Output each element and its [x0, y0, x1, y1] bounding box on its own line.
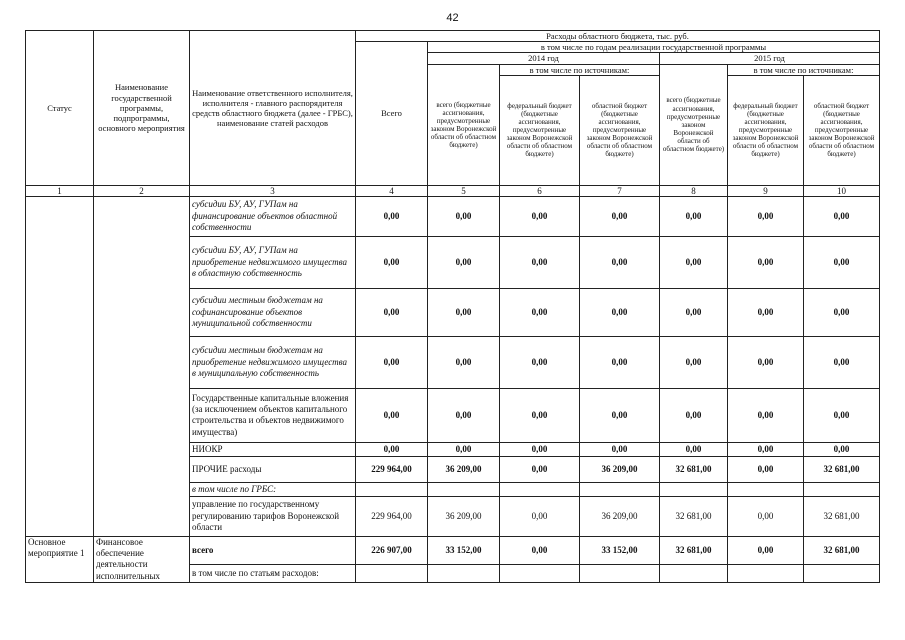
cell-total: 0,00: [356, 236, 428, 288]
row-label: НИОКР: [190, 442, 356, 456]
cell-2014-federal: 0,00: [500, 236, 580, 288]
cell-2014-regional: 0,00: [580, 196, 660, 236]
col-num: 4: [356, 185, 428, 196]
header-program-name: Наименование государственной программы, подпрограммы, основного мероприятия: [94, 31, 190, 186]
header-executor-name: Наименование ответственного исполнителя, исполнителя - главного распорядителя средств областного бюджета (далее - ГРБС), наименование статей расходов: [190, 31, 356, 186]
cell-2014-regional: 36 209,00: [580, 456, 660, 482]
row-label: субсидии БУ, АУ, ГУПам на приобретение недвижимого имущества в областную собственность: [190, 236, 356, 288]
cell-2015-regional: 0,00: [804, 336, 880, 388]
cell-2014-federal: 0,00: [500, 336, 580, 388]
row-label: в том числе по статьям расходов:: [190, 565, 356, 583]
cell-total: 0,00: [356, 288, 428, 336]
row-label: субсидии местным бюджетам на приобретение недвижимого имущества в муниципальную собственность: [190, 336, 356, 388]
col-num: 5: [428, 185, 500, 196]
cell-2015-regional: 32 681,00: [804, 456, 880, 482]
cell-2014-all: 0,00: [428, 388, 500, 442]
cell-2015-federal: 0,00: [728, 388, 804, 442]
cell-2014-all: 0,00: [428, 288, 500, 336]
main-activity-name: Финансовое обеспечение деятельности исполнительных: [94, 536, 190, 582]
header-2015-all: всего (бюджетные ассигнования, предусмотренные законом Воронежской области об областном бюджете): [660, 64, 728, 185]
header-total: Всего: [356, 42, 428, 186]
cell-2015-federal: 0,00: [728, 196, 804, 236]
row-label: Государственные капитальные вложения (за исключением объектов капитального строительства и объектов недвижимого имущества): [190, 388, 356, 442]
header-2014-all: всего (бюджетные ассигнования, предусмотренные законом Воронежской области об областном бюджете): [428, 64, 500, 185]
cell-2014-federal: 0,00: [500, 496, 580, 536]
row-label: субсидии БУ, АУ, ГУПам на финансирование объектов областной собственности: [190, 196, 356, 236]
cell-total: 226 907,00: [356, 536, 428, 564]
cell-2014-all: 36 209,00: [428, 456, 500, 482]
header-expenses-title: Расходы областного бюджета, тыс. руб.: [356, 31, 880, 42]
col-num: 8: [660, 185, 728, 196]
cell-2015-federal: 0,00: [728, 456, 804, 482]
header-year-2015: 2015 год: [660, 53, 880, 64]
row-label: в том числе по ГРБС:: [190, 482, 356, 496]
row-label: управление по государственному регулированию тарифов Воронежской области: [190, 496, 356, 536]
cell-2015-all: 0,00: [660, 388, 728, 442]
col-num: 7: [580, 185, 660, 196]
cell-2015-federal: 0,00: [728, 288, 804, 336]
cell-2014-regional: 0,00: [580, 288, 660, 336]
main-activity-status: Основное мероприятие 1: [26, 536, 94, 582]
col-num: 1: [26, 185, 94, 196]
cell-2014-regional: 0,00: [580, 336, 660, 388]
cell-total: 0,00: [356, 336, 428, 388]
header-year-2014: 2014 год: [428, 53, 660, 64]
cell-2014-federal: 0,00: [500, 536, 580, 564]
cell-2015-all: 0,00: [660, 288, 728, 336]
cell-2015-regional: 0,00: [804, 236, 880, 288]
header-by-years: в том числе по годам реализации государственной программы: [428, 42, 880, 53]
header-2015-federal: федеральный бюджет (бюджетные ассигнования, предусмотренные законом Воронежской области об областном бюджете): [728, 75, 804, 185]
cell-2015-all: 32 681,00: [660, 496, 728, 536]
table-row: [26, 536, 880, 564]
cell-2014-all: 0,00: [428, 336, 500, 388]
col-num: 3: [190, 185, 356, 196]
cell-2015-all: 0,00: [660, 336, 728, 388]
cell-2014-regional: 0,00: [580, 442, 660, 456]
cell-2015-all: 0,00: [660, 236, 728, 288]
cell-2014-regional: 0,00: [580, 236, 660, 288]
cell-2014-federal: 0,00: [500, 288, 580, 336]
header-2014-by-sources: в том числе по источникам:: [500, 64, 660, 75]
header-2015-regional: областной бюджет (бюджетные ассигнования, предусмотренные законом Воронежской области об областном бюджете): [804, 75, 880, 185]
cell-2015-all: 0,00: [660, 196, 728, 236]
header-2014-federal: федеральный бюджет (бюджетные ассигнования, предусмотренные законом Воронежской области об областном бюджете): [500, 75, 580, 185]
cell-2015-all: 32 681,00: [660, 536, 728, 564]
cell-2015-federal: 0,00: [728, 536, 804, 564]
cell-2015-federal: 0,00: [728, 442, 804, 456]
cell-2015-all: 32 681,00: [660, 456, 728, 482]
page-number: 42: [446, 12, 459, 24]
cell-2014-federal: 0,00: [500, 442, 580, 456]
table-row: [26, 196, 880, 236]
row-label: всего: [190, 536, 356, 564]
col-num: 6: [500, 185, 580, 196]
cell-2014-all: 0,00: [428, 196, 500, 236]
cell-2014-federal: 0,00: [500, 456, 580, 482]
cell-2014-all: 0,00: [428, 236, 500, 288]
status-cell-empty: [26, 196, 94, 536]
cell-2014-all: 33 152,00: [428, 536, 500, 564]
cell-2014-all: 0,00: [428, 442, 500, 456]
col-num: 2: [94, 185, 190, 196]
program-cell-empty: [94, 196, 190, 536]
header-2014-regional: областной бюджет (бюджетные ассигнования, предусмотренные законом Воронежской области об областном бюджете): [580, 75, 660, 185]
cell-2014-regional: 33 152,00: [580, 536, 660, 564]
cell-total: 229 964,00: [356, 456, 428, 482]
cell-2015-regional: 0,00: [804, 196, 880, 236]
cell-2014-regional: 0,00: [580, 388, 660, 442]
cell-2015-federal: 0,00: [728, 496, 804, 536]
cell-total: 0,00: [356, 388, 428, 442]
col-num: 10: [804, 185, 880, 196]
cell-2015-federal: 0,00: [728, 236, 804, 288]
header-2015-by-sources: в том числе по источникам:: [728, 64, 880, 75]
cell-2014-regional: 36 209,00: [580, 496, 660, 536]
col-num: 9: [728, 185, 804, 196]
cell-total: 0,00: [356, 196, 428, 236]
cell-2015-regional: 0,00: [804, 388, 880, 442]
cell-2014-federal: 0,00: [500, 388, 580, 442]
cell-2015-regional: 0,00: [804, 288, 880, 336]
cell-2015-regional: 32 681,00: [804, 536, 880, 564]
cell-total: 229 964,00: [356, 496, 428, 536]
column-numbers-row: [26, 185, 880, 196]
cell-total: 0,00: [356, 442, 428, 456]
row-label: субсидии местным бюджетам на софинансирование объектов муниципальной собственности: [190, 288, 356, 336]
cell-2015-regional: 0,00: [804, 442, 880, 456]
cell-2015-federal: 0,00: [728, 336, 804, 388]
cell-2015-regional: 32 681,00: [804, 496, 880, 536]
row-label: ПРОЧИЕ расходы: [190, 456, 356, 482]
cell-2015-all: 0,00: [660, 442, 728, 456]
budget-table: [25, 30, 880, 583]
cell-2014-federal: 0,00: [500, 196, 580, 236]
header-status: Статус: [26, 31, 94, 186]
cell-2014-all: 36 209,00: [428, 496, 500, 536]
